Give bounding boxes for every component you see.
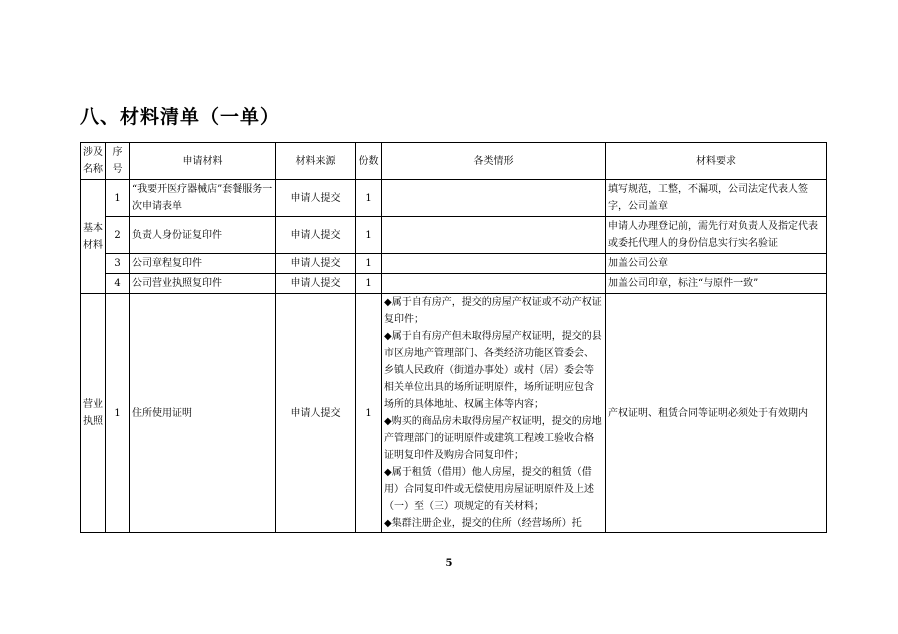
table-row — [81, 294, 827, 533]
situation-cell — [382, 217, 606, 254]
category-cell: 基本材料 — [81, 180, 106, 294]
table-row — [81, 217, 827, 254]
table-header-row — [81, 143, 827, 180]
page-number: 5 — [445, 558, 453, 569]
requirement-cell: 加盖公司印章，标注“与原件一致” — [606, 274, 827, 294]
header-material: 申请材料 — [130, 143, 276, 180]
copies-cell: 1 — [356, 294, 382, 533]
table-row — [81, 254, 827, 274]
source-cell: 申请人提交 — [276, 254, 356, 274]
material-cell: 住所使用证明 — [130, 294, 276, 533]
copies-cell: 1 — [356, 180, 382, 217]
copies-cell: 1 — [356, 254, 382, 274]
material-cell: “我要开医疗器械店”套餐服务一次申请表单 — [130, 180, 276, 217]
table-row — [81, 180, 827, 217]
seq-cell: 1 — [106, 180, 130, 217]
situation-item: ◆属于自有房产但未取得房屋产权证明，提交的县市区房地产管理部门、各类经济功能区管委会、乡镇人民政府（街道办事处）或村（居）委会等相关单位出具的场所证明原件，场所证明应包含场所的具体地址、权属主体等内容； — [384, 331, 602, 410]
copies-cell: 1 — [356, 217, 382, 254]
situation-cell — [382, 294, 606, 533]
requirement-cell: 填写规范，工整，不漏项，公司法定代表人签字，公司盖章 — [606, 180, 827, 217]
seq-cell: 3 — [106, 254, 130, 274]
seq-cell: 1 — [106, 294, 130, 533]
material-cell: 公司营业执照复印件 — [130, 274, 276, 294]
material-cell: 公司章程复印件 — [130, 254, 276, 274]
situation-cell — [382, 180, 606, 217]
header-situations: 各类情形 — [382, 143, 606, 180]
header-seq: 序号 — [106, 143, 130, 180]
situation-item: ◆属于租赁（借用）他人房屋，提交的租赁（借用）合同复印件或无偿使用房屋证明原件及上述（一）至（三）项规定的有关材料； — [384, 467, 594, 512]
header-requirements: 材料要求 — [606, 143, 827, 180]
material-cell: 负责人身份证复印件 — [130, 217, 276, 254]
copies-cell: 1 — [356, 274, 382, 294]
materials-table — [80, 142, 827, 533]
source-cell: 申请人提交 — [276, 274, 356, 294]
source-cell: 申请人提交 — [276, 294, 356, 533]
requirement-cell: 产权证明、租赁合同等证明必须处于有效期内 — [606, 294, 827, 533]
seq-cell: 4 — [106, 274, 130, 294]
seq-cell: 2 — [106, 217, 130, 254]
source-cell: 申请人提交 — [276, 217, 356, 254]
requirement-cell: 申请人办理登记前，需先行对负责人及指定代表或委托代理人的身份信息实行实名验证 — [606, 217, 827, 254]
situation-item: ◆购买的商品房未取得房屋产权证明，提交的房地产管理部门的证明原件或建筑工程竣工验收合格证明复印件及购房合同复印件； — [384, 416, 602, 461]
situation-item: ◆属于自有房产，提交的房屋产权证或不动产权证复印件； — [384, 297, 602, 325]
situation-item: ◆集群注册企业，提交的住所（经营场所）托 — [384, 518, 582, 529]
situation-cell — [382, 274, 606, 294]
requirement-cell: 加盖公司公章 — [606, 254, 827, 274]
situation-cell — [382, 254, 606, 274]
source-cell: 申请人提交 — [276, 180, 356, 217]
category-cell: 营业执照 — [81, 294, 106, 533]
header-source: 材料来源 — [276, 143, 356, 180]
header-category: 涉及名称 — [81, 143, 106, 180]
section-title: 八、材料清单（一单） — [80, 106, 281, 128]
header-copies: 份数 — [356, 143, 382, 180]
table-row — [81, 274, 827, 294]
